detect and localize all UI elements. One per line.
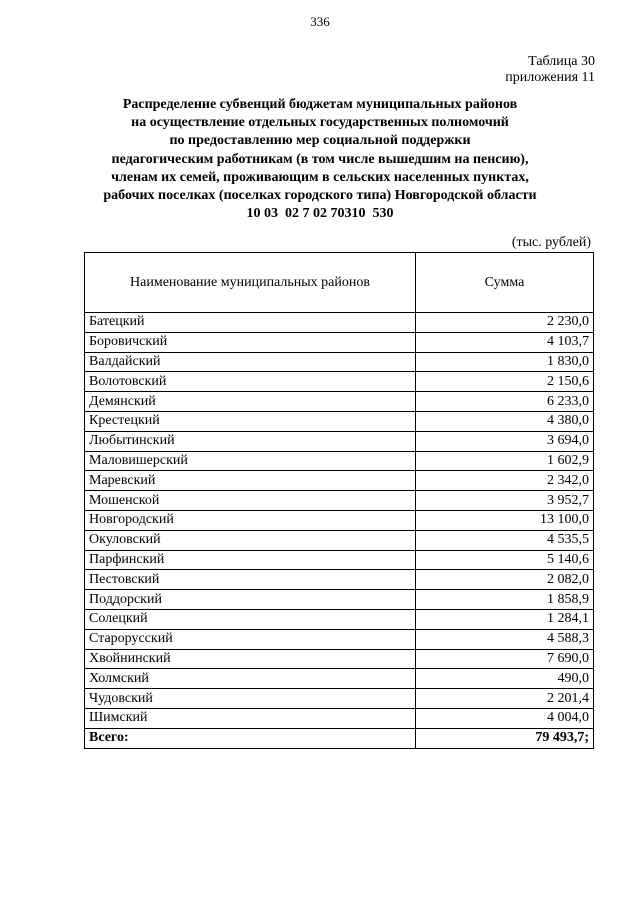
table-body [85, 313, 594, 749]
table-row [85, 510, 594, 530]
table-label-line2: приложения 11 [505, 70, 595, 85]
table-row [85, 471, 594, 491]
title-line: педагогическим работникам (в том числе вышедшим на пенсию), [111, 151, 529, 167]
district-sum: 7 690,0 [416, 649, 594, 669]
district-name: Демянский [85, 392, 416, 412]
title-line: рабочих поселках (поселках городского типа) Новгородской области [103, 188, 537, 204]
table-label [505, 54, 595, 86]
district-name: Хвойнинский [85, 649, 416, 669]
district-sum: 4 103,7 [416, 332, 594, 352]
district-name: Любытинский [85, 431, 416, 451]
title-line: на осуществление отдельных государственных полномочий [131, 115, 509, 131]
title-code: 10 03 02 7 02 70310 530 [246, 206, 394, 222]
district-name: Чудовский [85, 689, 416, 709]
district-sum: 1 602,9 [416, 451, 594, 471]
district-name: Волотовский [85, 372, 416, 392]
page-number: 336 [310, 14, 330, 29]
table-row [85, 411, 594, 431]
table-row [85, 689, 594, 709]
district-name: Парфинский [85, 550, 416, 570]
table-row [85, 431, 594, 451]
district-name: Валдайский [85, 352, 416, 372]
district-sum: 13 100,0 [416, 510, 594, 530]
header-name: Наименование муниципальных районов [85, 253, 416, 313]
district-name: Маревский [85, 471, 416, 491]
district-sum: 3 952,7 [416, 491, 594, 511]
table-row [85, 372, 594, 392]
district-sum: 2 150,6 [416, 372, 594, 392]
district-name: Мошенской [85, 491, 416, 511]
units-label: (тыс. рублей) [511, 235, 591, 250]
table-row [85, 609, 594, 629]
subvention-table [84, 252, 594, 749]
table-row [85, 332, 594, 352]
title-line: по предоставлению мер социальной поддержки [169, 133, 471, 149]
total-label: Всего: [85, 728, 416, 748]
district-sum: 2 230,0 [416, 313, 594, 333]
district-name: Боровичский [85, 332, 416, 352]
district-sum: 490,0 [416, 669, 594, 689]
table-row [85, 392, 594, 412]
district-sum: 6 233,0 [416, 392, 594, 412]
district-sum: 4 535,5 [416, 530, 594, 550]
district-sum: 2 342,0 [416, 471, 594, 491]
table-row [85, 491, 594, 511]
table-header-row [85, 253, 594, 313]
title-line: членам их семей, проживающим в сельских населенных пунктах, [111, 169, 529, 185]
district-sum: 1 858,9 [416, 590, 594, 610]
district-name: Крестецкий [85, 411, 416, 431]
table-row [85, 550, 594, 570]
table-total-row [85, 728, 594, 748]
total-sum: 79 493,7; [416, 728, 594, 748]
table-row [85, 708, 594, 728]
district-name: Новгородский [85, 510, 416, 530]
district-sum: 4 588,3 [416, 629, 594, 649]
table-row [85, 629, 594, 649]
table-row [85, 530, 594, 550]
title-line: Распределение субвенций бюджетам муниципальных районов [122, 97, 518, 112]
table-row [85, 451, 594, 471]
district-sum: 4 004,0 [416, 708, 594, 728]
district-sum: 2 082,0 [416, 570, 594, 590]
district-name: Маловишерский [85, 451, 416, 471]
table-row [85, 313, 594, 333]
table-row [85, 590, 594, 610]
table-row [85, 669, 594, 689]
district-name: Поддорский [85, 590, 416, 610]
district-sum: 2 201,4 [416, 689, 594, 709]
district-sum: 1 284,1 [416, 609, 594, 629]
district-name: Холмский [85, 669, 416, 689]
table-row [85, 649, 594, 669]
table-row [85, 570, 594, 590]
table-row [85, 352, 594, 372]
table-label-line1: Таблица 30 [528, 54, 595, 69]
district-sum: 4 380,0 [416, 411, 594, 431]
district-name: Пестовский [85, 570, 416, 590]
district-name: Батецкий [85, 313, 416, 333]
district-name: Старорусский [85, 629, 416, 649]
district-name: Солецкий [85, 609, 416, 629]
district-sum: 3 694,0 [416, 431, 594, 451]
district-sum: 1 830,0 [416, 352, 594, 372]
district-name: Окуловский [85, 530, 416, 550]
district-name: Шимский [85, 708, 416, 728]
document-title [60, 96, 580, 223]
district-sum: 5 140,6 [416, 550, 594, 570]
header-sum: Сумма [416, 253, 594, 313]
